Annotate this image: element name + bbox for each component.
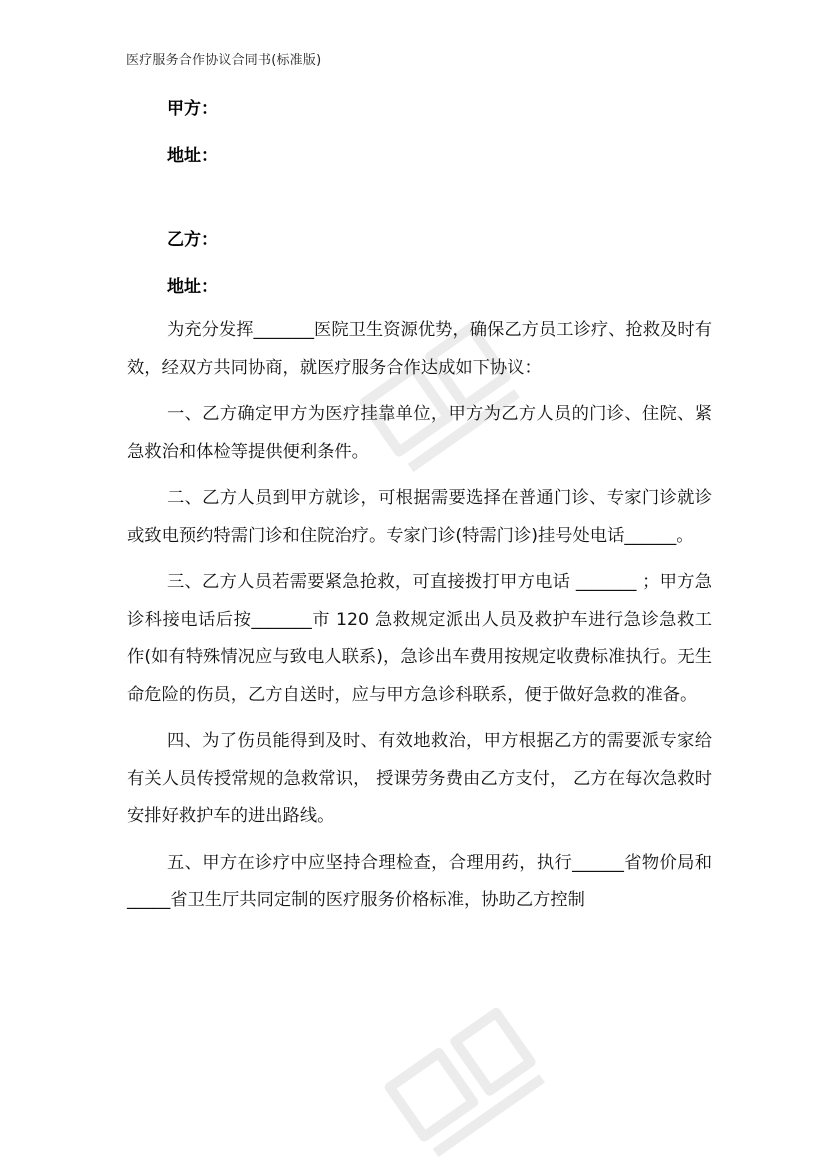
intro-paragraph: 为充分发挥_______医院卫生资源优势，确保乙方员工诊疗、抢救及时有效，经双方共同协商，就医疗服务合作达成如下协议：	[127, 320, 712, 378]
clause-4-paragraph: 四、为了伤员能得到及时、有效地救治，甲方根据乙方的需要派专家给有关人员传授常规的急救常识， 授课劳务费由乙方支付， 乙方在每次急救时安排好救护车的进出路线。	[127, 731, 712, 826]
clause-1-paragraph: 一、乙方确定甲方为医疗挂靠单位，甲方为乙方人员的门诊、住院、紧急救治和体检等提供便利条件。	[127, 404, 712, 462]
clause-3-paragraph: 三、乙方人员若需要紧急抢救，可直接拨打甲方电话 _______ ；甲方急诊科接电话后按_______市 120 急救规定派出人员及救护车进行急诊急救工作(如有特殊情况应与致电人联系)，急诊出车费用按规定收费标准执行。无生命危险的伤员，乙方自送时，应与甲方急诊科联系，便于做好急救的准备。	[127, 572, 712, 705]
clause-2-paragraph: 二、乙方人员到甲方就诊，可根据需要选择在普通门诊、专家门诊就诊或致电预约特需门诊和住院治疗。专家门诊(特需门诊)挂号处电话______。	[127, 488, 712, 546]
agreement-body	[127, 312, 712, 929]
clause-5-paragraph: 五、甲方在诊疗中应坚持合理检查，合理用药，执行______省物价局和_____省卫生厅共同定制的医疗服务价格标准，协助乙方控制	[127, 852, 712, 910]
party-a-label: 甲方：	[167, 99, 218, 119]
party-b-label: 乙方：	[167, 230, 218, 250]
page-header-title: 医疗服务合作协议合同书(标准版)	[126, 53, 322, 68]
party-a-address-label: 地址：	[167, 146, 218, 166]
party-b-address-label: 地址：	[167, 277, 218, 297]
